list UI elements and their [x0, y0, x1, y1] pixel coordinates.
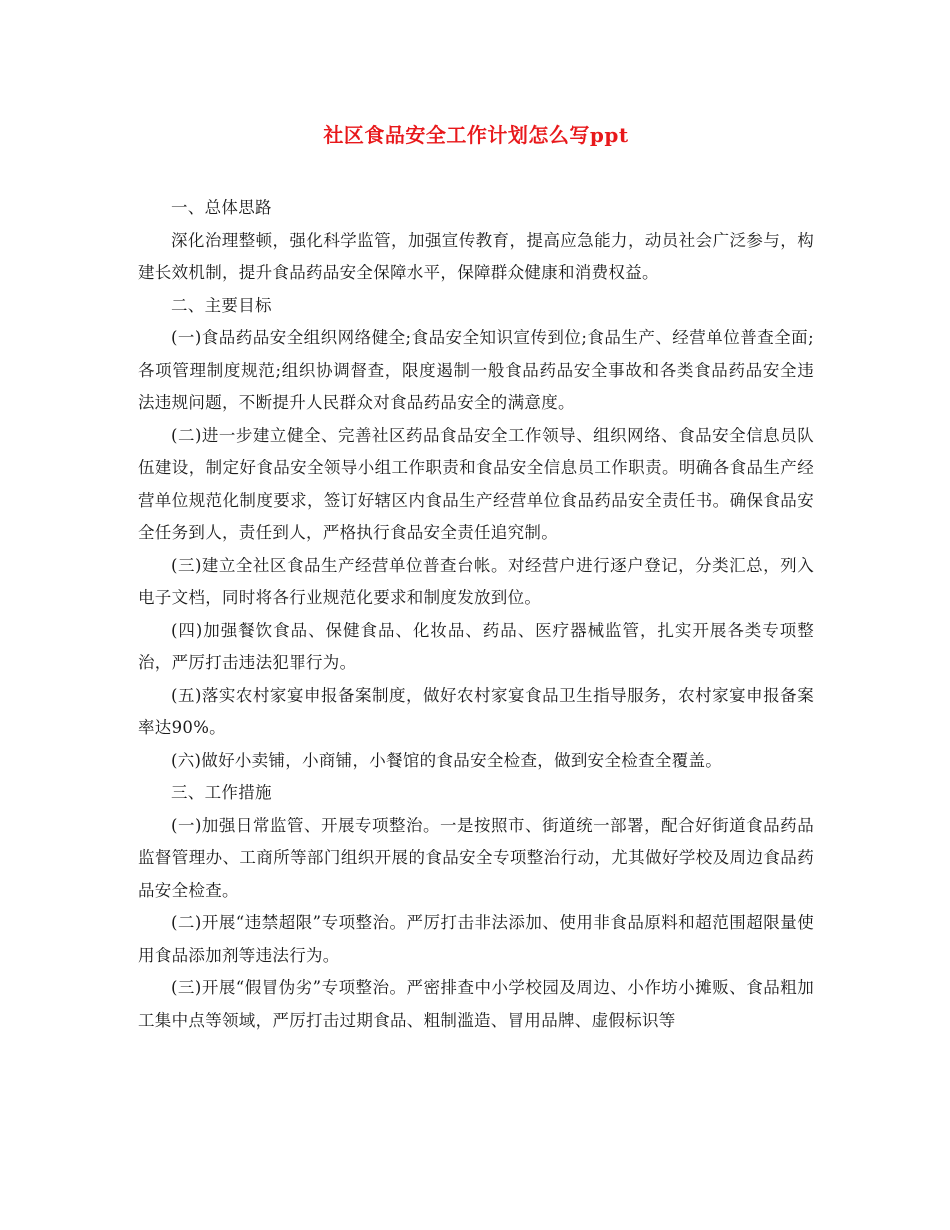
- paragraph: (三)开展“假冒伪劣”专项整治。严密排查中小学校园及周边、小作坊小摊贩、食品粗加工集中点等领域，严厉打击过期食品、粗制滥造、冒用品牌、虚假标识等: [138, 978, 814, 1030]
- heading-overall-approach: 一、总体思路: [171, 198, 272, 217]
- document-title: 社区食品安全工作计划怎么写ppt: [323, 123, 629, 147]
- paragraph: 深化治理整顿，强化科学监管，加强宣传教育，提高应急能力，动员社会广泛参与，构建长效机制，提升食品药品安全保障水平，保障群众健康和消费权益。: [138, 230, 814, 282]
- heading-main-goals: 二、主要目标: [171, 295, 272, 315]
- paragraph: (四)加强餐饮食品、保健食品、化妆品、药品、医疗器械监管，扎实开展各类专项整治，严厉打击违法犯罪行为。: [138, 620, 814, 672]
- paragraph: (六)做好小卖铺，小商铺，小餐馆的食品安全检查，做到安全检查全覆盖。: [171, 750, 723, 770]
- paragraph: (二)进一步建立健全、完善社区药品食品安全工作领导、组织网络、食品安全信息员队伍建设，制定好食品安全领导小组工作职责和食品安全信息员工作职责。明确各食品生产经营单位规范化制度要求，签订好辖区内食品生产经营单位食品药品安全责任书。确保食品安全任务到人，责任到人，严格执行食品安全责任追究制。: [138, 425, 814, 542]
- document-body: [138, 192, 814, 1037]
- heading-work-measures: 三、工作措施: [171, 783, 272, 802]
- paragraph: (一)食品药品安全组织网络健全;食品安全知识宣传到位;食品生产、经营单位普查全面;各项管理制度规范;组织协调督查，限度遏制一般食品药品安全事故和各类食品药品安全违法违规问题，不断提升人民群众对食品药品安全的满意度。: [138, 328, 814, 412]
- paragraph: (二)开展“违禁超限”专项整治。严厉打击非法添加、使用非食品原料和超范围超限量使用食品添加剂等违法行为。: [138, 913, 814, 965]
- paragraph: (一)加强日常监管、开展专项整治。一是按照市、街道统一部署，配合好街道食品药品监督管理办、工商所等部门组织开展的食品安全专项整治行动，尤其做好学校及周边食品药品安全检查。: [138, 815, 814, 900]
- paragraph: (五)落实农村家宴申报备案制度，做好农村家宴食品卫生指导服务，农村家宴申报备案率达90%。: [138, 685, 814, 737]
- document-page: [138, 118, 814, 1037]
- paragraph: (三)建立全社区食品生产经营单位普查台帐。对经营户进行逐户登记，分类汇总，列入电子文档，同时将各行业规范化要求和制度发放到位。: [138, 555, 814, 607]
